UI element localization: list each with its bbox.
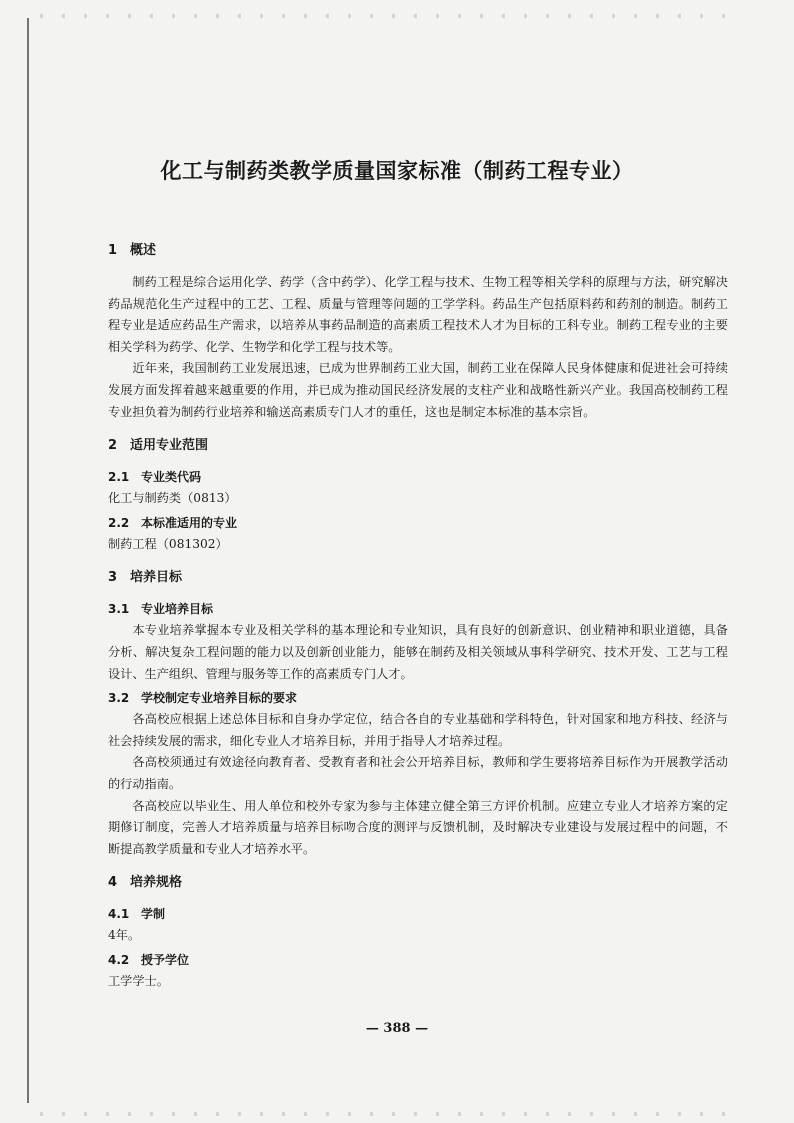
subsection-number: 4.2 bbox=[108, 952, 130, 967]
plain-text: 4年。 bbox=[108, 928, 141, 943]
subsection-title: 专业类代码 bbox=[141, 470, 202, 485]
section-number: 1 bbox=[108, 243, 118, 258]
subsection-number: 2.2 bbox=[108, 515, 130, 530]
scan-artifact-bottom bbox=[40, 1112, 740, 1116]
paragraph: 本专业培养掌握本专业及相关学科的基本理论和专业知识，具有良好的创新意识、创业精神和职业道德，具备分析、解决复杂工程问题的能力以及创新创业能力，能够在制药及相关领域从事科学研究、技术开发、工艺与工程设计、生产组织、管理与服务等工作的高素质专门人才。 bbox=[108, 623, 728, 681]
subsection-title: 学制 bbox=[141, 907, 166, 922]
section-title: 适用专业范围 bbox=[130, 438, 209, 454]
subsection-number: 2.1 bbox=[108, 470, 130, 485]
subsection-title: 授予学位 bbox=[141, 952, 190, 967]
section-title: 概述 bbox=[130, 243, 157, 258]
subsection-number: 3.1 bbox=[108, 602, 130, 617]
plain-text: 化工与制药类（0813） bbox=[108, 491, 237, 506]
plain-text: 制药工程（081302） bbox=[108, 536, 228, 551]
plain-text: 工学学士。 bbox=[108, 973, 169, 988]
subsection-number: 4.1 bbox=[108, 907, 130, 922]
document-body bbox=[108, 240, 728, 992]
subsection-title: 学校制定专业培养目标的要求 bbox=[141, 691, 298, 706]
section-heading-goals bbox=[108, 567, 728, 589]
paragraph: 各高校应以毕业生、用人单位和校外专家为参与主体建立健全第三方评价机制。应建立专业人才培养方案的定期修订制度，完善人才培养质量与培养目标吻合度的测评与反馈机制，及时解决专业建设与发展过程中的问题，不断提高教学质量和专业人才培养水平。 bbox=[108, 798, 728, 856]
section-heading-overview bbox=[108, 240, 728, 262]
subsection-title: 本标准适用的专业 bbox=[141, 515, 238, 530]
subsection-heading bbox=[108, 688, 728, 709]
section-title: 培养规格 bbox=[130, 875, 183, 891]
section-number: 3 bbox=[108, 570, 118, 586]
paragraph: 各高校应根据上述总体目标和自身办学定位，结合各自的专业基础和学科特色，针对国家和地方科技、经济与社会持续发展的需求，细化专业人才培养目标，并用于指导人才培养过程。 bbox=[108, 712, 728, 748]
page-number: — 388 — bbox=[365, 1021, 429, 1036]
subsection-title: 专业培养目标 bbox=[141, 602, 214, 617]
page-title: 化工与制药类教学质量国家标准（制药工程专业） bbox=[160, 159, 634, 183]
subsection-heading bbox=[108, 467, 728, 488]
subsection-heading bbox=[108, 513, 728, 534]
subsection-heading bbox=[108, 599, 728, 620]
section-title: 培养目标 bbox=[130, 570, 183, 586]
section-number: 4 bbox=[108, 875, 118, 891]
scan-artifact-top bbox=[40, 14, 740, 18]
section-heading-specs bbox=[108, 872, 728, 894]
paragraph: 近年来，我国制药工业发展迅速，已成为世界制药工业大国，制药工业在保障人民身体健康和促进社会可持续发展方面发挥着越来越重要的作用，并已成为推动国民经济发展的支柱产业和战略性新兴产业。我国高校制药工程专业担负着为制药行业培养和输送高素质专门人才的重任，这也是制定本标准的基本宗旨。 bbox=[108, 361, 728, 419]
paragraph: 制药工程是综合运用化学、药学（含中药学）、化学工程与技术、生物工程等相关学科的原理与方法，研究解决药品规范化生产过程中的工艺、工程、质量与管理等问题的工学学科。药品生产包括原料药和药剂的制造。制药工程专业是适应药品生产需求，以培养从事药品制造的高素质工程技术人才为目标的工科专业。制药工程专业的主要相关学科为药学、化学、生物学和化学工程与技术等。 bbox=[108, 275, 728, 354]
subsection-heading bbox=[108, 904, 728, 925]
subsection-heading bbox=[108, 950, 728, 971]
subsection-number: 3.2 bbox=[108, 691, 130, 706]
paragraph: 各高校须通过有效途径向教育者、受教育者和社会公开培养目标，教师和学生要将培养目标作为开展教学活动的行动指南。 bbox=[108, 755, 728, 791]
section-number: 2 bbox=[108, 438, 118, 454]
section-heading-scope bbox=[108, 435, 728, 457]
